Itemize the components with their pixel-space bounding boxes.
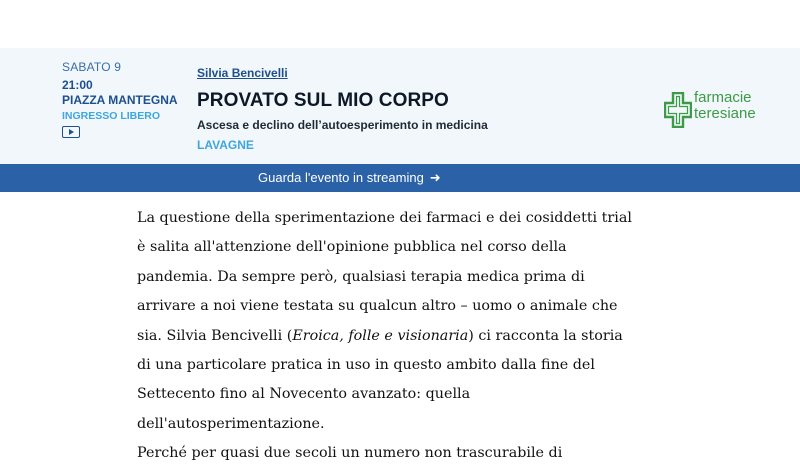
event-info: [197, 64, 617, 152]
paragraph-1-text-b: ) ci racconta la storia di una particolare pratica in uso in questo ambito dalla fine del Settecento fino al Novecento avanzato: quella dell'autosperimentazione.: [137, 327, 623, 432]
article-body: [137, 204, 637, 469]
sponsor-logo[interactable]: [664, 89, 784, 132]
top-whitespace: [0, 0, 800, 48]
streaming-link[interactable]: [258, 170, 441, 186]
event-venue: PIAZZA MANTEGNA: [62, 93, 178, 107]
event-card: [0, 48, 800, 164]
author-link[interactable]: Silvia Bencivelli: [197, 66, 288, 80]
event-entry: INGRESSO LIBERO: [62, 110, 161, 122]
event-title: PROVATO SUL MIO CORPO: [197, 90, 449, 111]
event-day: SABATO 9: [62, 60, 122, 74]
event-subtitle: Ascesa e declino dell’autoesperimento in medicina: [197, 118, 488, 132]
sponsor-name: [694, 90, 756, 122]
video-play-icon[interactable]: [62, 126, 80, 138]
event-city: LAVAGNE: [197, 138, 254, 152]
green-cross-icon: [664, 92, 692, 128]
arrow-right-icon: ➜: [429, 170, 441, 185]
paragraph-1-text-a: La questione della sperimentazione dei farmaci e dei cosiddetti trial è salita all'attenzione dell'opinione pubblica nel corso della pandemia. Da sempre però, qualsiasi terapia medica prima di arrivare a noi viene testata su qualcun altro – uomo o animale che sia. Silvia Bencivelli (: [137, 210, 632, 344]
sponsor-line-1: farmacie: [694, 89, 752, 106]
streaming-label: Guarda l'evento in streaming: [258, 170, 424, 185]
sponsor-line-2: teresiane: [694, 105, 756, 122]
book-title: Eroica, folle e visionaria: [292, 327, 469, 344]
event-time: 21:00: [62, 78, 93, 92]
event-datetime: [62, 60, 182, 138]
article-paragraph-1: [137, 204, 637, 439]
article-paragraph-2: Perché per quasi due secoli un numero non trascurabile di: [137, 445, 563, 462]
streaming-bar: [0, 164, 800, 192]
